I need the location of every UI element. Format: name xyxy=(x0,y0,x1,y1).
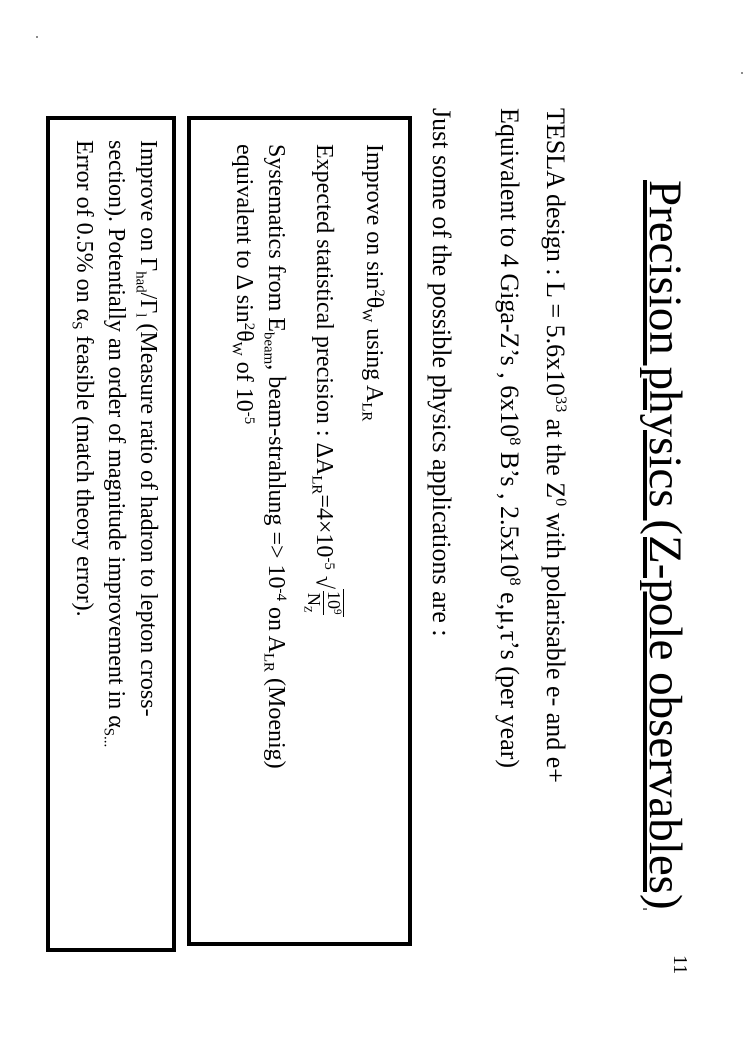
alpha-error-line xyxy=(69,140,96,617)
tesla-design-line xyxy=(542,108,568,783)
b1l4-c: of 10 xyxy=(230,355,257,412)
alr-improve-line xyxy=(359,144,387,421)
equivalent-a: Equivalent to 4 Giga-Z’s , 6x10 xyxy=(495,108,524,438)
b1l4-sup: 2 xyxy=(241,322,257,331)
gamma-improve-line xyxy=(133,140,160,717)
equivalent-c: e,μ,τ’s (per year) xyxy=(495,585,524,769)
b1l2-a: Expected statistical precision : ΔA xyxy=(311,144,338,476)
section-line xyxy=(101,140,128,747)
b2l3-b: feasible (match theory error). xyxy=(71,329,97,617)
fraction xyxy=(301,591,343,615)
b1l1-sub2: LR xyxy=(358,402,375,422)
page-number: 11 xyxy=(669,955,691,975)
b2l1-b: /Γ xyxy=(135,292,161,314)
z-superscript: 0 xyxy=(551,498,569,507)
b2l1-c: (Measure ratio of hadron to lepton cross- xyxy=(135,317,161,717)
tesla-prefix: TESLA design : L = 5.6x10 xyxy=(541,108,570,397)
alr-box xyxy=(187,116,412,946)
b1l2-b: =4×10 xyxy=(311,494,338,558)
systematics-line xyxy=(261,144,289,769)
b1l3-d: (Moenig) xyxy=(262,671,289,769)
b1l4-theta: θ xyxy=(230,330,257,342)
b1l1-a: Improve on sin xyxy=(360,144,387,290)
radical-sign: √ xyxy=(310,575,337,590)
equivalent-a-exp: 8 xyxy=(505,437,523,446)
equivalent-b-exp: 8 xyxy=(505,577,523,586)
b1l3-sub2: LR xyxy=(260,652,277,672)
b1l3-exp: -4 xyxy=(273,588,289,601)
radicand xyxy=(301,589,344,617)
b1l1-sup: 2 xyxy=(371,289,387,297)
b1l1-sub: W xyxy=(358,308,375,323)
b1l3-c: on A xyxy=(262,600,289,653)
b2l3-sub: S xyxy=(68,321,85,330)
num-exp: 9 xyxy=(331,609,344,615)
b2l3-a: Error of 0.5% on α xyxy=(71,140,97,322)
b1l4-sub: W xyxy=(228,341,245,356)
sqrt-formula xyxy=(301,576,344,617)
den-base: N xyxy=(304,592,325,606)
b1l2-exp: -5 xyxy=(321,557,338,570)
b1l3-sub: beam xyxy=(260,331,277,365)
tesla-exponent: 33 xyxy=(551,396,569,413)
equivalent-sin-line xyxy=(229,144,257,424)
statistical-precision-line xyxy=(301,144,344,617)
equivalent-line xyxy=(496,108,522,768)
tesla-suffix: at the Z xyxy=(541,412,570,499)
tesla-tail: with polarisable e- and e+ xyxy=(541,506,570,783)
slide-title: Precision physics (Z-pole observables) xyxy=(639,180,691,910)
b1l3-a: Systematics from E xyxy=(262,144,289,332)
b1l4-a: equivalent to Δ sin xyxy=(230,144,257,323)
num-base: 10 xyxy=(324,591,344,610)
scan-speck xyxy=(741,72,743,74)
intro-line: Just some of the possible physics applications are : xyxy=(427,108,456,637)
b2l2-sub: S... xyxy=(100,727,117,748)
fraction-denominator xyxy=(301,591,323,615)
equivalent-b: B’s , 2.5x10 xyxy=(495,445,524,578)
b1l3-b: , beam-strahlung => 10 xyxy=(262,364,289,589)
b2l2-a: section). Potentially an order of magnitude improvement in α xyxy=(103,140,129,728)
b2l1-sub2: l xyxy=(132,313,149,318)
scan-speck xyxy=(36,36,38,38)
b2l1-a: Improve on Γ xyxy=(135,140,161,272)
gamma-box xyxy=(46,116,176,952)
b1l2-sub: LR xyxy=(308,475,325,495)
b1l4-exp: -5 xyxy=(241,411,257,425)
b1l1-c: using A xyxy=(360,322,387,403)
b2l1-sub: had xyxy=(132,271,149,293)
fraction-numerator xyxy=(323,591,343,615)
b1l1-theta: θ xyxy=(360,296,387,309)
den-sub: Z xyxy=(301,605,314,613)
